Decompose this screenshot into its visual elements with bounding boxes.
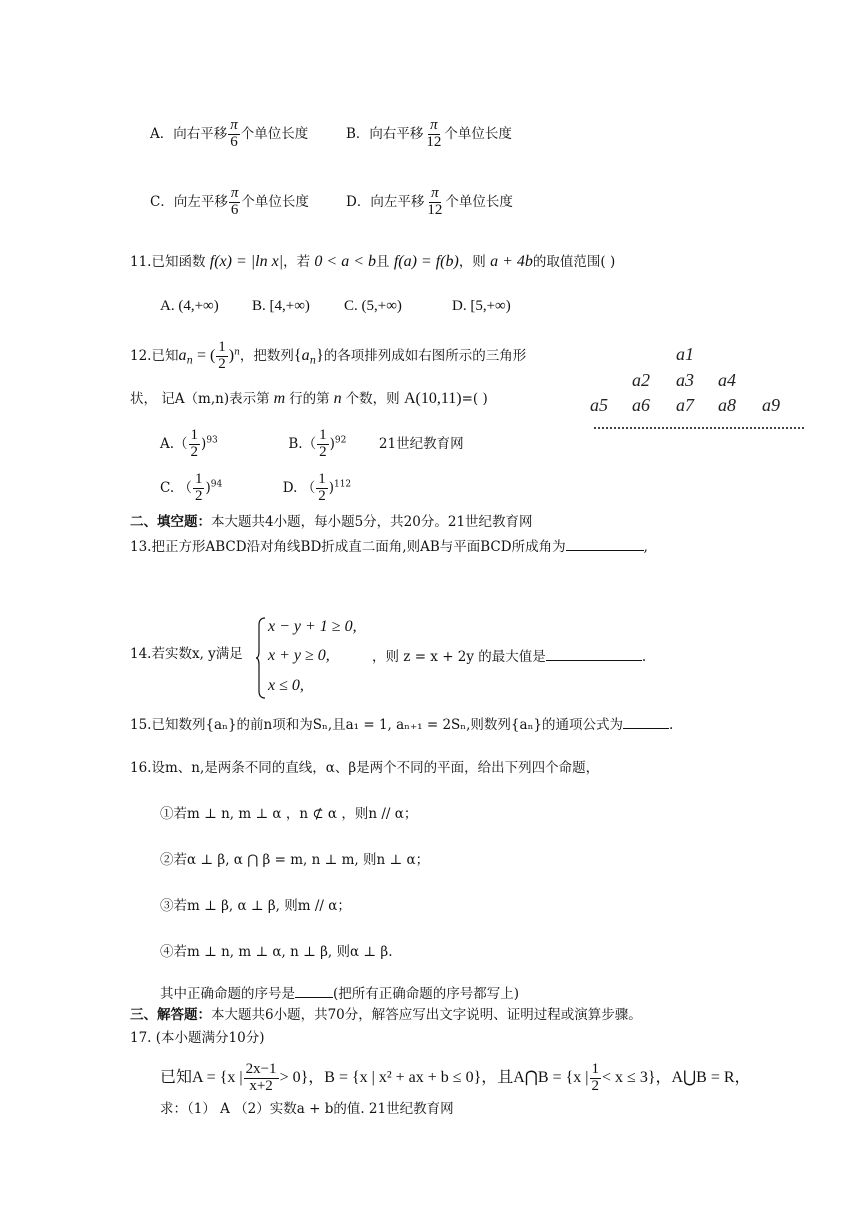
unit-text: 个单位长度 (240, 125, 309, 142)
unit-text: 个单位长度 (444, 125, 512, 142)
fraction-denominator: 12 (427, 201, 443, 218)
section-desc: 本大题共4小题，每小题5分，共20分。21世纪教育网 (211, 514, 533, 530)
q14-end: . (641, 649, 647, 665)
brace-icon (256, 617, 266, 699)
q11-option-d: D. [5,+∞) (452, 298, 511, 314)
q11-function: f(x) = |ln x| (209, 253, 284, 270)
q14-constraint-1: x − y + 1 ≥ 0, (268, 618, 357, 635)
answer-blank[interactable] (566, 536, 644, 551)
triangle-term: a9 (762, 395, 780, 415)
q15-stem: 15.已知数列{aₙ}的前n项和为Sₙ,且a₁ = 1, aₙ₊₁ = 2Sₙ,则数列{aₙ}的通项公式为 (130, 717, 623, 733)
triangle-term: a1 (676, 344, 694, 364)
fraction-numerator: π (230, 117, 238, 133)
exponent: 112 (333, 479, 352, 490)
q10-option-d-label: D．向左平移 (346, 193, 425, 210)
fraction-denominator: x+2 (249, 1077, 273, 1094)
q10-option-c (150, 186, 309, 219)
triangle-ellipsis (594, 427, 804, 429)
fraction-numerator: 1 (218, 339, 226, 355)
q10-option-a (150, 118, 308, 151)
q15-text (130, 714, 673, 733)
fraction-numerator: 1 (318, 471, 326, 487)
triangle-figure (586, 340, 796, 440)
q11-condition: 0 < a < b (314, 253, 377, 270)
triangle-term: a7 (676, 395, 694, 415)
fraction-numerator: 1 (319, 427, 327, 443)
q16-stem: 16.设m、n,是两条不同的直线，α、β是两个不同的平面，给出下列四个命题， (130, 760, 600, 776)
q11-text: 的取值范围( ) (532, 254, 616, 270)
q14-text: 14.若实数x, y满足 (130, 646, 243, 662)
exponent: 94 (210, 479, 223, 490)
q17-heading: 17. (本小题满分10分) (130, 1030, 265, 1046)
q10-option-a-label: A．向右平移 (150, 125, 228, 142)
half-fraction (316, 472, 328, 505)
q17-line1 (160, 1062, 751, 1095)
q12-option-a: A.（ (160, 435, 188, 452)
fraction-numerator: 2x−1 (245, 1061, 277, 1077)
exponent: 93 (206, 435, 218, 446)
q16-proposition-4: ④若m ⊥ n, m ⊥ α, n ⊥ β, 则α ⊥ β. (160, 944, 393, 960)
section-title: 二、填空题： (130, 514, 211, 530)
fraction-denominator: 6 (230, 201, 239, 218)
fraction-denominator: 2 (319, 443, 327, 460)
q11-option-c: C. (5,+∞) (344, 298, 402, 314)
q12-target: A(10,11) (403, 390, 462, 407)
unit-text: 个单位长度 (445, 193, 513, 210)
q17-text: > 0}，B = {x | x² + ax + b ≤ 0}，且A⋂B = {x | (279, 1068, 589, 1086)
triangle-term: a4 (718, 370, 736, 390)
q16-proposition-2: ②若α ⊥ β, α ⋂ β = m, n ⊥ m, 则n ⊥ α； (160, 852, 430, 868)
q12-text: 状， 记 (130, 391, 175, 407)
q14-tail (372, 646, 646, 665)
fraction-numerator: 1 (591, 1061, 600, 1077)
q11-options (160, 297, 511, 315)
fraction-numerator: π (430, 117, 438, 133)
answer-blank[interactable] (295, 983, 333, 998)
q13-text: 13.把正方形ABCD沿对角线BD折成直二面角,则AB与平面BCD所成角为 , (130, 536, 648, 555)
answer-blank[interactable] (546, 646, 642, 661)
q11-text: 11.已知函数 (130, 254, 206, 270)
q10-option-c-label: C．向左平移 (150, 193, 228, 210)
triangle-term: a8 (718, 395, 736, 415)
q10-option-d (346, 186, 513, 219)
fraction-numerator: 1 (190, 427, 199, 443)
q12-text: 行的第 (289, 391, 330, 407)
triangle-term: a2 (632, 370, 650, 390)
q10-option-b-label: B．向右平移 (346, 125, 424, 142)
unit-text: 个单位长度 (241, 193, 309, 210)
q12-text: A（m,n)表示第 (174, 391, 270, 407)
fraction-denominator: 2 (218, 355, 226, 372)
section-2-header (130, 514, 533, 530)
q12-stem-line1: 12.已知$a_n$ = ( $\frac{1}{2}$ )$^n$，把数列$\{a_n\}$的各项排列成如右图所示的三角形 (130, 339, 527, 372)
q16-text: 其中正确命题的序号是 (160, 986, 295, 1002)
pi-over-6-fraction (229, 186, 241, 219)
triangle-term: a6 (632, 395, 650, 415)
q12-option-d: D. （ (282, 479, 316, 496)
q17-fraction (244, 1062, 279, 1095)
half-fraction (590, 1062, 602, 1095)
a-n-symbol: a (178, 346, 187, 364)
q14-text: ，则 z = x + 2y 的最大值是 (372, 649, 546, 665)
fraction-denominator: 12 (426, 133, 442, 150)
section-desc: 本大题共6小题，共70分，解答应写出文字说明、证明过程或演算步骤。 (211, 1007, 642, 1023)
fraction-denominator: 2 (190, 443, 199, 460)
q15-end: . (669, 717, 674, 733)
fraction-denominator: 2 (194, 487, 203, 504)
q16-proposition-1: ①若m ⊥ n, m ⊥ α ，n ⊄ α ，则n // α； (160, 806, 418, 822)
half-fraction (216, 340, 228, 373)
watermark-text: 21世纪教育网 (378, 435, 464, 452)
q16-question (160, 983, 519, 1002)
q12-text: 的各项排列成如右图所示的三角形 (323, 347, 527, 364)
fraction-numerator: 1 (194, 471, 203, 487)
fraction-denominator: 2 (591, 1077, 600, 1094)
q16-text: (把所有正确命题的序号都写上) (333, 986, 520, 1002)
q17-text: 已知A = {x | (160, 1068, 243, 1086)
exponent: 92 (334, 435, 347, 446)
triangle-term: a3 (676, 370, 694, 390)
q12-options-row1: A.（ $\frac{1}{2}$ )$^{93}$ B.（ $\frac{1}{2}$ )$^{92}$ 21世纪教育网 (160, 427, 464, 460)
q14-constraint-2: x + y ≥ 0, (268, 647, 330, 664)
q12-text: =( ) (461, 391, 488, 407)
q11-stem (130, 252, 615, 271)
q12-option-b: B.（ (288, 435, 317, 452)
section-3-header (130, 1007, 642, 1023)
q12-text: ，把数列 (239, 347, 294, 364)
fraction-numerator: π (431, 185, 439, 201)
answer-blank[interactable] (623, 714, 669, 729)
q17-line2: 求：（1） A （2）实数a + b的值. 21世纪教育网 (160, 1101, 454, 1117)
section-title: 三、解答题： (130, 1007, 211, 1023)
q11-expression: a + 4b (490, 253, 533, 270)
pi-over-12-fraction (424, 118, 443, 151)
q14-stem (130, 646, 243, 662)
q10-option-b (346, 118, 512, 151)
q11-text: 且 (376, 254, 390, 270)
half-fraction (317, 428, 329, 461)
pi-over-6-fraction (228, 118, 240, 151)
q11-option-a: A. (4,+∞) (160, 298, 219, 314)
triangle-term: a5 (590, 395, 608, 415)
half-fraction (193, 472, 205, 505)
q17-text: < x ≤ 3}，A⋃B = R， (602, 1068, 751, 1086)
q12-option-c: C. （ (160, 479, 192, 496)
pi-over-12-fraction (425, 186, 444, 219)
half-fraction (189, 428, 201, 461)
q11-text: ，若 (283, 254, 311, 270)
q13-stem: 13.把正方形ABCD沿对角线BD折成直二面角,则AB与平面BCD所成角为 (130, 539, 566, 555)
fraction-denominator: 6 (230, 133, 238, 150)
q11-option-b: B. [4,+∞) (252, 298, 310, 314)
q11-equation: f(a) = f(b) (393, 253, 459, 270)
q12-options-row2: C. （ $\frac{1}{2}$ )$^{94}$ D. （ $\frac{1}{2}$ )$^{112}$ (160, 471, 352, 504)
q12-text: 个数，则 (345, 391, 400, 407)
q16-proposition-3: ③若m ⊥ β, α ⊥ β, 则m // α； (160, 898, 351, 914)
q14-constraint-3: x ≤ 0, (268, 677, 304, 694)
q12-stem-line2: 状， 记A（m,n)表示第 m 行的第 n 个数，则 A(10,11)=( ) (130, 390, 488, 407)
q11-text: ，则 (458, 254, 486, 270)
q12-text: 12.已知 (130, 347, 179, 364)
fraction-denominator: 2 (318, 487, 326, 504)
fraction-numerator: π (230, 185, 239, 201)
